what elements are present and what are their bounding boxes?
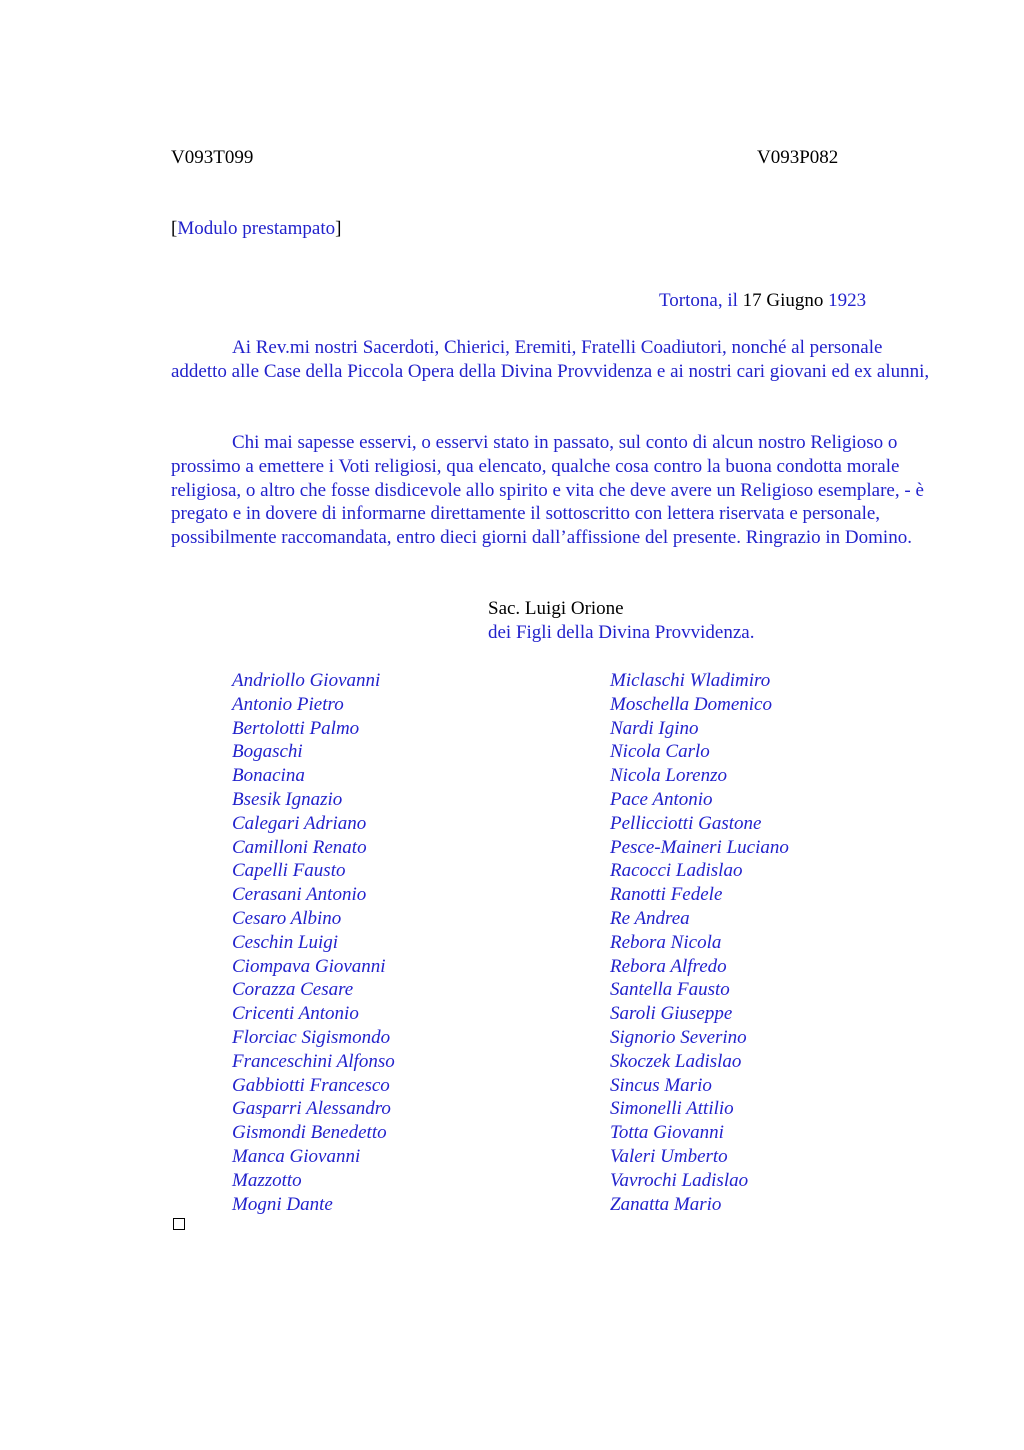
- dateline-day-month: 17 Giugno: [742, 290, 824, 311]
- form-note: [171, 217, 341, 241]
- name-list-item: Cesaro Albino: [232, 907, 342, 929]
- name-list-item: Antonio Pietro: [232, 693, 344, 715]
- name-list-item: Skoczek Ladislao: [610, 1050, 742, 1072]
- name-list-item: Pellicciotti Gastone: [610, 812, 762, 834]
- document-code-left: V093T099: [171, 147, 254, 168]
- dateline-year: 1923: [828, 290, 867, 311]
- name-list-item: Manca Giovanni: [232, 1145, 361, 1167]
- name-list-item: Simonelli Attilio: [610, 1098, 734, 1120]
- name-list-item: Saroli Giuseppe: [610, 1003, 733, 1025]
- name-list-item: Re Andrea: [610, 907, 690, 929]
- name-list-item: Florciac Sigismondo: [232, 1026, 391, 1048]
- name-list-item: Cricenti Antonio: [232, 1003, 359, 1025]
- name-list-item: Rebora Alfredo: [610, 955, 727, 977]
- name-list-item: Signorio Severino: [610, 1026, 747, 1048]
- name-list-item: Corazza Cesare: [232, 979, 354, 1001]
- name-list-item: Nicola Lorenzo: [610, 765, 727, 787]
- name-list-item: Ceschin Luigi: [232, 931, 339, 953]
- name-list-item: Gasparri Alessandro: [232, 1098, 391, 1120]
- name-list-item: Vavrochi Ladislao: [610, 1169, 749, 1191]
- name-list-item: Gabbiotti Francesco: [232, 1074, 390, 1096]
- signature-congregation: dei Figli della Divina Provvidenza.: [488, 622, 755, 643]
- name-list-item: Ranotti Fedele: [610, 884, 723, 906]
- name-list-item: Franceschini Alfonso: [232, 1050, 395, 1072]
- name-list-item: Gismondi Benedetto: [232, 1122, 387, 1144]
- address-text: Ai Rev.mi nostri Sacerdoti, Chierici, Eremiti, Fratelli Coadiutori, nonché al personale addetto alle Case della Piccola Opera della Divina Provvidenza e ai nostri cari giovani ed ex alunni,: [171, 337, 930, 382]
- signature-name: Sac. Luigi Orione: [488, 598, 624, 619]
- name-list-item: Cerasani Antonio: [232, 884, 367, 906]
- name-list-item: Racocci Ladislao: [610, 860, 743, 882]
- name-list-item: Bogaschi: [232, 741, 303, 763]
- form-note-close-bracket: ]: [335, 218, 342, 239]
- name-list-item: Pesce-Maineri Luciano: [610, 836, 789, 858]
- form-note-text: Modulo prestampato: [177, 218, 336, 239]
- body-paragraph: [171, 431, 931, 550]
- address-paragraph: [171, 336, 931, 384]
- name-list-item: Valeri Umberto: [610, 1145, 728, 1167]
- dateline-place: Tortona, il: [659, 290, 738, 311]
- dateline: [659, 289, 866, 313]
- name-list-item: Sincus Mario: [610, 1074, 712, 1096]
- name-list-item: Bertolotti Palmo: [232, 717, 360, 739]
- body-text: Chi mai sapesse esservi, o esservi stato in passato, sul conto di alcun nostro Religioso o prossimo a emettere i Voti religiosi, qua elencato, qualche cosa contro la buona condotta morale religiosa, o altro che fosse disdicevole allo spirito e vita che deve avere un Religioso esemplare, - è pregato e in dovere di informarne direttamente il sottoscritto con lettera riservata e personale, possibilmente raccomandata, entro dieci giorni dall’affissione del presente. Ringrazio in Domino.: [171, 432, 924, 549]
- form-note-open-bracket: [: [171, 218, 178, 239]
- name-list-item: Miclaschi Wladimiro: [610, 670, 771, 691]
- name-list-item: Pace Antonio: [610, 788, 713, 810]
- names-list-left: [232, 669, 395, 1216]
- name-list-item: Nicola Carlo: [610, 741, 710, 763]
- name-list-item: Capelli Fausto: [232, 860, 346, 882]
- name-list-item: Nardi Igino: [610, 717, 699, 739]
- name-list-item: Mogni Dante: [232, 1193, 333, 1215]
- name-list-item: Totta Giovanni: [610, 1122, 724, 1144]
- name-list-item: Calegari Adriano: [232, 812, 367, 834]
- name-list-item: Moschella Domenico: [610, 693, 772, 715]
- name-list-item: Andriollo Giovanni: [232, 670, 381, 691]
- name-list-item: Santella Fausto: [610, 979, 730, 1001]
- document-code-right: V093P082: [757, 147, 839, 168]
- name-list-item: Zanatta Mario: [610, 1193, 722, 1215]
- names-list-right: [610, 669, 789, 1216]
- checkbox-icon: [173, 1218, 185, 1230]
- name-list-item: Camilloni Renato: [232, 836, 367, 858]
- name-list-item: Bonacina: [232, 765, 305, 787]
- name-list-item: Mazzotto: [232, 1169, 302, 1191]
- name-list-item: Bsesik Ignazio: [232, 788, 343, 810]
- name-list-item: Ciompava Giovanni: [232, 955, 386, 977]
- name-list-item: Rebora Nicola: [610, 931, 722, 953]
